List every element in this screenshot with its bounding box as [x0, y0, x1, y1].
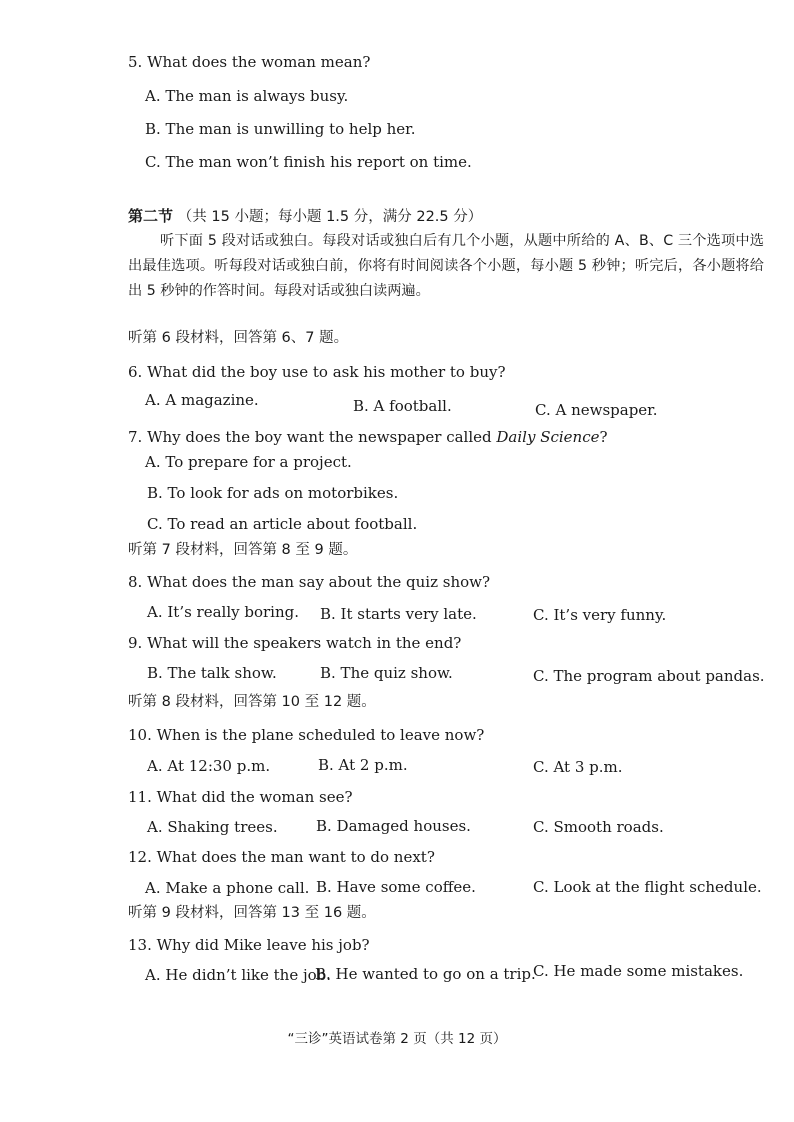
q7-newspaper-title: Daily Science — [496, 428, 600, 446]
page-footer: “三诊”英语试卷第 2 页（共 12 页） — [287, 1031, 507, 1047]
q7-option-c: C. To read an article about football. — [147, 515, 418, 533]
q5-option-b: B. The man is unwilling to help her. — [145, 120, 416, 138]
q8-option-c: C. It’s very funny. — [533, 606, 667, 624]
q11-option-b: B. Damaged houses. — [316, 817, 471, 835]
material-9-heading: 听第 9 段材料，回答第 13 至 16 题。 — [128, 905, 376, 921]
q9-option-a: B. The talk show. — [147, 664, 277, 682]
q6-option-b: B. A football. — [353, 397, 452, 415]
question-5: 5. What does the woman mean? — [128, 53, 371, 71]
question-12: 12. What does the man want to do next? — [128, 848, 435, 866]
material-6-heading: 听第 6 段材料，回答第 6、7 题。 — [128, 330, 349, 346]
section-2-header — [128, 206, 482, 227]
question-11: 11. What did the woman see? — [128, 788, 353, 806]
q10-option-b: B. At 2 p.m. — [318, 756, 408, 774]
q13-option-b: B. He wanted to go on a trip. — [315, 965, 536, 983]
q10-option-c: C. At 3 p.m. — [533, 758, 623, 776]
q7-question-text: 7. Why does the boy want the newspaper called — [128, 428, 497, 446]
q7-option-a: A. To prepare for a project. — [145, 453, 352, 471]
section-2-subtitle: （共 15 小题；每小题 1.5 分，满分 22.5 分） — [177, 209, 483, 225]
section-2-instructions: 听下面 5 段对话或独白。每段对话或独白后有几个小题，从题中所给的 A、B、C 三个选项中选出最佳选项。听每段对话或独白前，你将有时间阅读各个小题，每小题 5 秒钟；听完后，各小题将给出 5 秒钟的作答时间。每段对话或独白读两遍。 — [128, 233, 764, 299]
question-9: 9. What will the speakers watch in the end? — [128, 634, 462, 652]
q13-option-c: C. He made some mistakes. — [533, 962, 744, 980]
question-8: 8. What does the man say about the quiz show? — [128, 573, 491, 591]
q8-option-b: B. It starts very late. — [320, 605, 477, 623]
q12-option-b: B. Have some coffee. — [316, 878, 476, 896]
section-2-title: 第二节 — [128, 207, 174, 225]
q11-option-a: A. Shaking trees. — [147, 818, 278, 836]
q12-option-a: A. Make a phone call. — [145, 879, 310, 897]
question-13: 13. Why did Mike leave his job? — [128, 936, 370, 954]
material-8-heading: 听第 8 段材料，回答第 10 至 12 题。 — [128, 694, 376, 710]
q9-option-c: C. The program about pandas. — [533, 667, 765, 685]
question-10: 10. When is the plane scheduled to leave now? — [128, 726, 485, 744]
q5-option-a: A. The man is always busy. — [145, 87, 349, 105]
question-7 — [128, 427, 608, 447]
q5-option-c: C. The man won’t finish his report on time. — [145, 153, 472, 171]
q13-option-a: A. He didn’t like the job. — [145, 966, 332, 984]
q9-option-b: B. The quiz show. — [320, 664, 453, 682]
q12-option-c: C. Look at the flight schedule. — [533, 878, 762, 896]
q7-question-mark: ? — [599, 428, 608, 446]
question-6: 6. What did the boy use to ask his mother to buy? — [128, 363, 506, 381]
q7-option-b: B. To look for ads on motorbikes. — [147, 484, 399, 502]
q10-option-a: A. At 12:30 p.m. — [147, 757, 271, 775]
q8-option-a: A. It’s really boring. — [147, 603, 300, 621]
q11-option-c: C. Smooth roads. — [533, 818, 664, 836]
q6-option-c: C. A newspaper. — [535, 401, 658, 419]
q6-option-a: A. A magazine. — [145, 391, 259, 409]
material-7-heading: 听第 7 段材料，回答第 8 至 9 题。 — [128, 542, 358, 558]
